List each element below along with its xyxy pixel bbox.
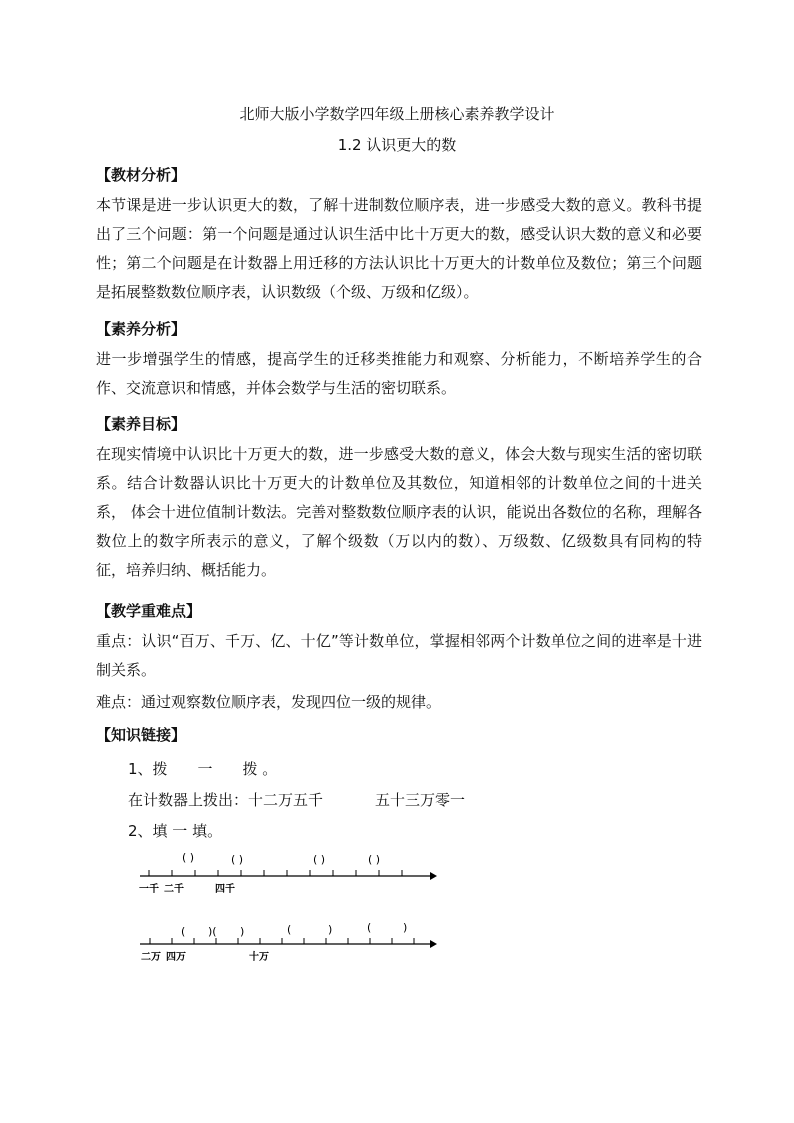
document-title: 北师大版小学数学四年级上册核心素养教学设计 [239,105,555,123]
blank-label: )( [208,925,217,938]
number-line-1-arrow [430,872,437,880]
blank-label: ( ) [313,853,326,866]
key-point-text: 重点：认识“百万、千万、亿、十亿”等计数单位，掌握相邻两个计数单位之间的进率是十进制关系。 [96,632,702,679]
number-line-2 [135,914,440,966]
literacy-analysis-text: 进一步增强学生的情感，提高学生的迁移类推能力和观察、分析能力，不断培养学生的合作、交流意识和情感，并体会数学与生活的密切联系。 [96,350,702,397]
blank-label: ( [181,925,186,938]
section-heading-literacy: 【素养分析】 [96,320,187,338]
blank-label: ( ) [231,853,244,866]
tick-label: 四万 [166,952,186,963]
exercise-1-detail-b: 五十三万零一 [375,791,466,809]
number-line-2-ticks [150,938,414,944]
exercise-2: 2、填 一 填。 [128,822,223,840]
tick-label: 四千 [215,884,235,895]
number-line-2-arrow [430,940,437,948]
blank-label: ( [367,921,372,934]
number-line-1 [135,846,440,898]
blank-label: ( [287,923,292,936]
tick-label: 二万 [141,952,161,963]
exercise-1-detail-a: 在计数器上拨出：十二万五千 [128,791,324,809]
blank-label: ) [403,921,408,934]
section-heading-goals: 【素养目标】 [96,415,187,433]
lesson-title: 1.2 认识更大的数 [337,136,457,154]
tick-label: 一千 [139,884,159,895]
textbook-analysis-text: 本节课是进一步认识更大的数，了解十进制数位顺序表，进一步感受大数的意义。教科书提出了三个问题：第一个问题是通过认识生活中比十万更大的数，感受认识大数的意义和必要性；第二个问题是在计数器上用迁移的方法认识比十万更大的计数单位及数位；第三个问题是拓展整数数位顺序表，认识数级（个级、万级和亿级）。 [96,196,702,301]
blank-label: ( ) [182,851,195,864]
literacy-goals-text: 在现实情境中认识比十万更大的数，进一步感受大数的意义，体会大数与现实生活的密切联系。结合计数器认识比十万更大的计数单位及其数位，知道相邻的计数单位之间的十进关系， 体会十进位值制计数法。完善对整数数位顺序表的认识，能说出各数位的名称，理解各数位上的数字所表示的意义，了解个级数（万以内的数）、万级数、亿级数具有同构的特征，培养归纳、概括能力。 [96,445,702,579]
section-heading-textbook: 【教材分析】 [96,166,187,184]
section-heading-keypoints: 【教学重难点】 [96,602,202,620]
blank-label: ) [328,923,333,936]
exercise-1: 1、拨 一 拨 。 [128,760,278,778]
tick-label: 二千 [164,884,184,895]
blank-label: ) [240,925,245,938]
blank-label: ( ) [368,853,381,866]
tick-label: 十万 [249,952,269,963]
number-line-1-ticks [149,870,402,876]
section-heading-links: 【知识链接】 [96,726,187,744]
difficult-point-text: 难点：通过观察数位顺序表，发现四位一级的规律。 [96,693,442,711]
